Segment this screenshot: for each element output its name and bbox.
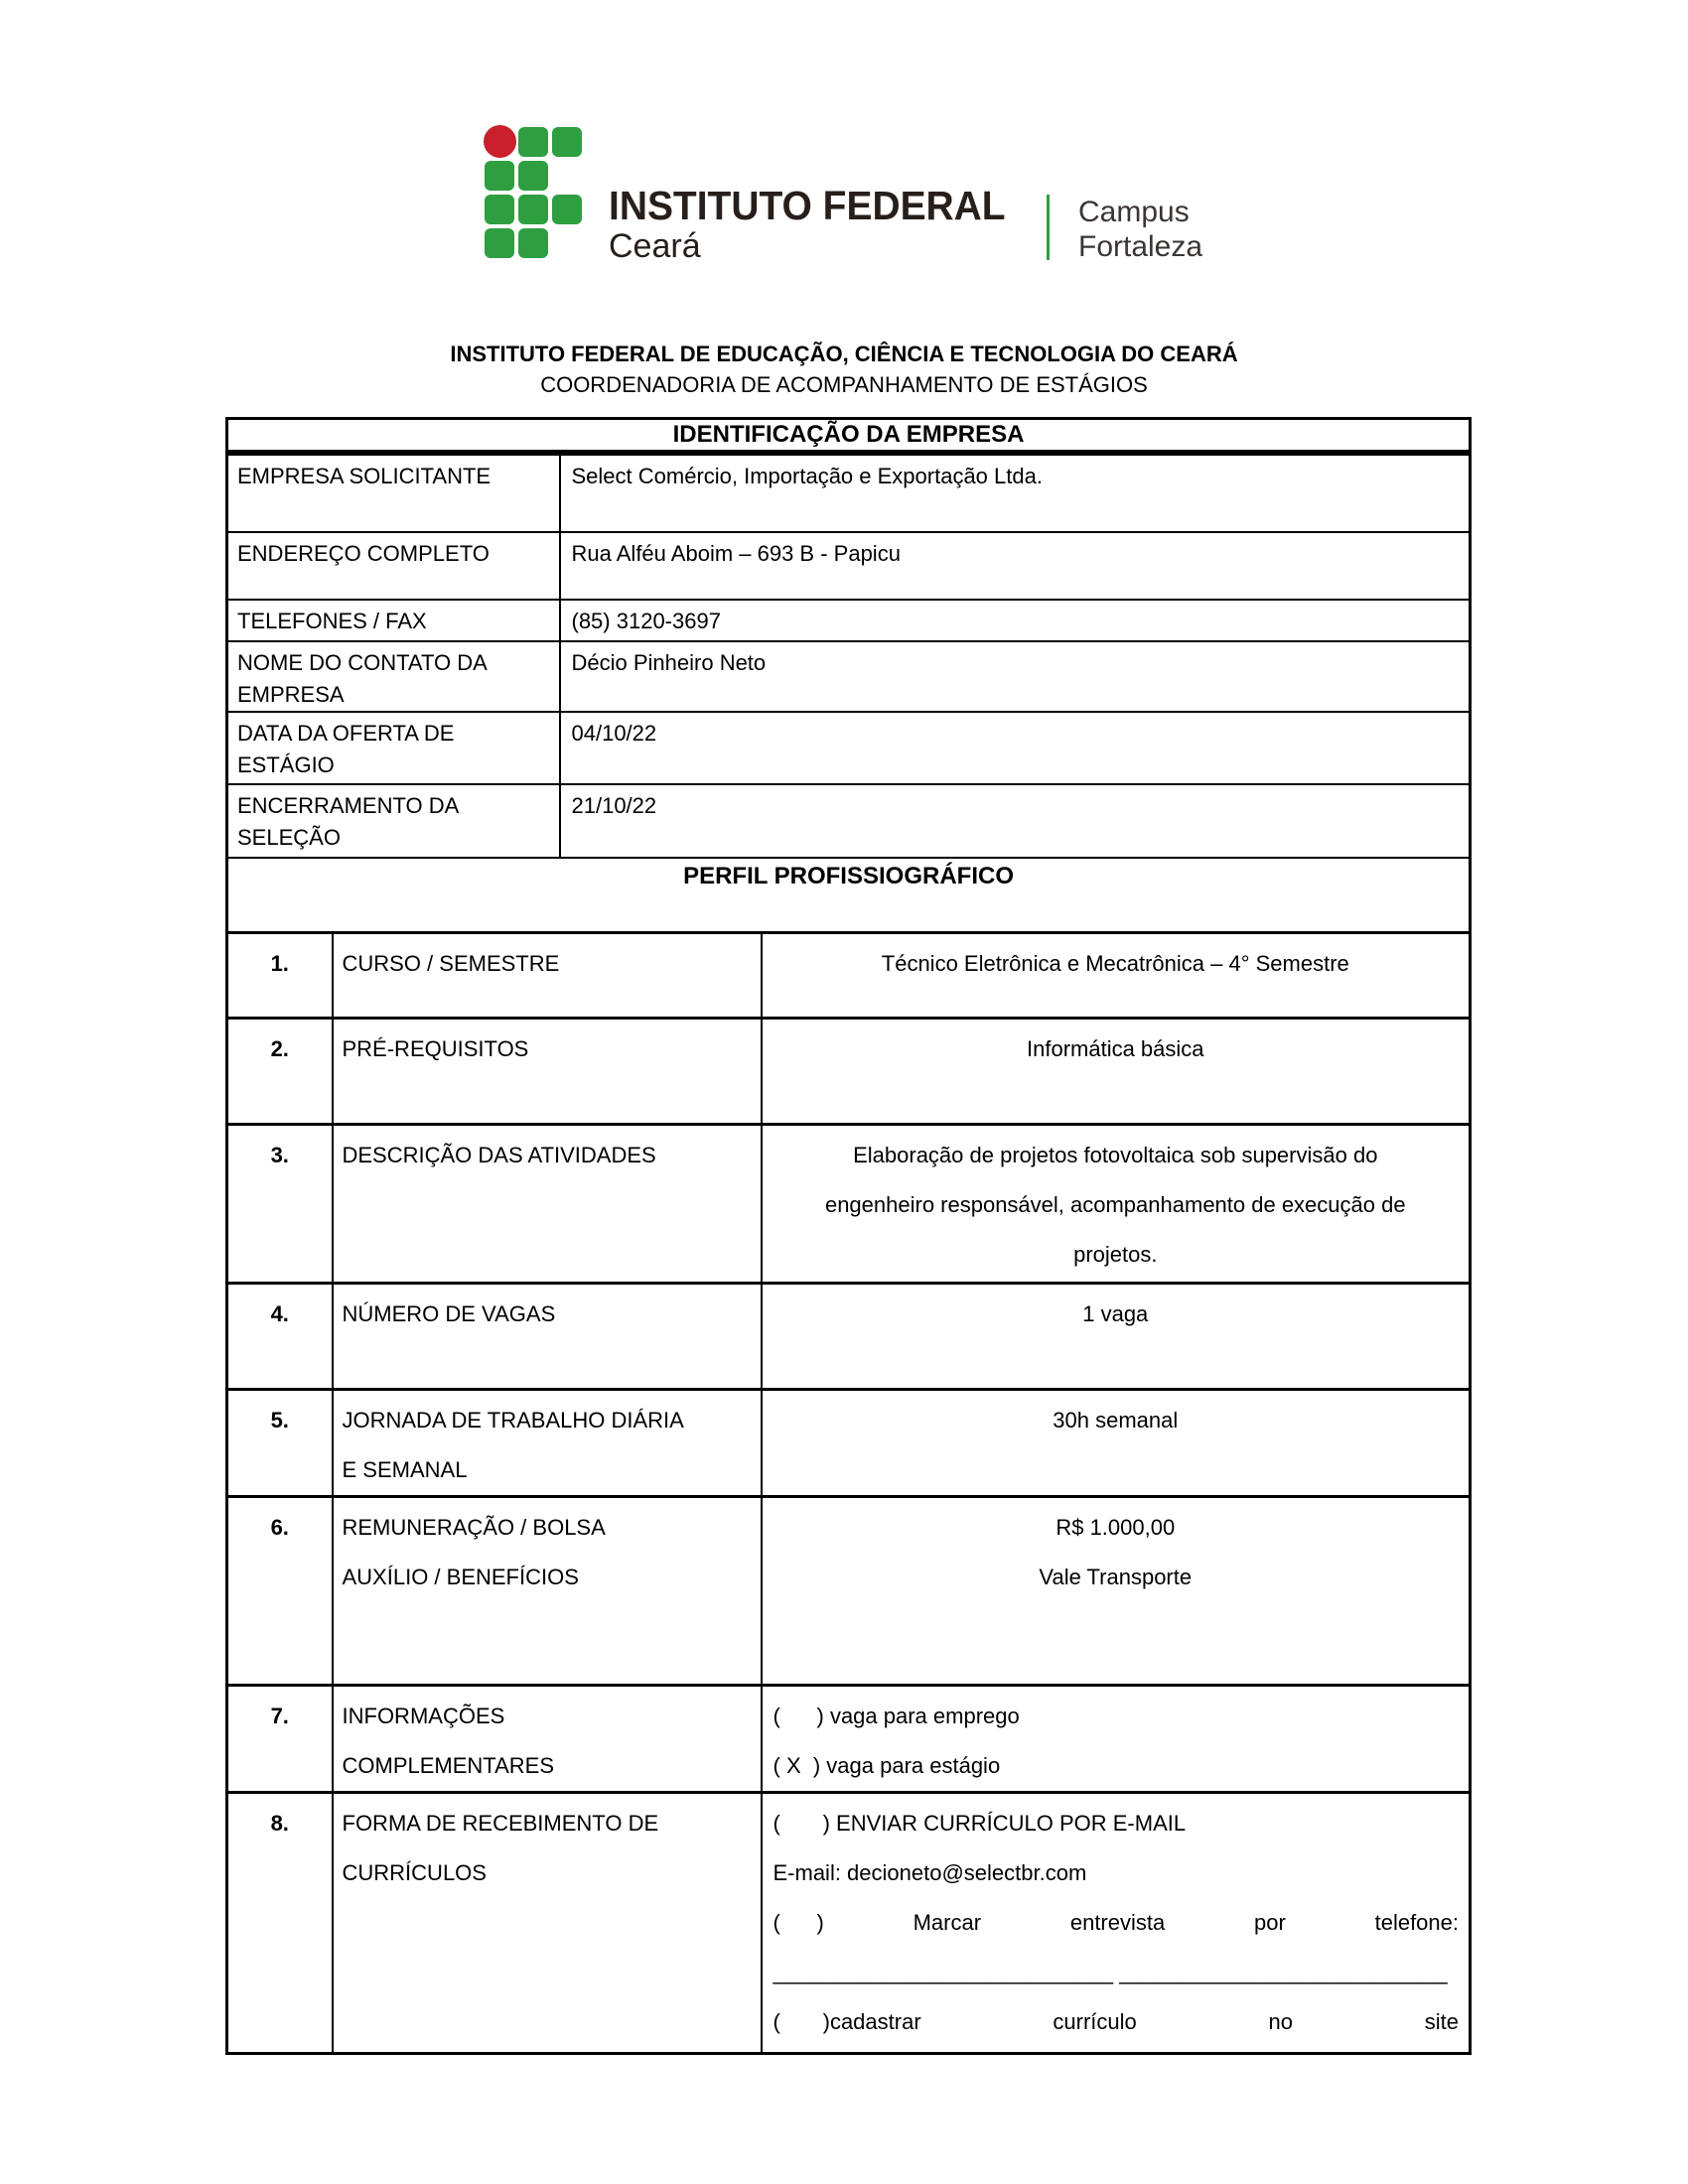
table-row	[227, 532, 1471, 600]
internship-offer-form-table	[225, 417, 1472, 2055]
field-value: (85) 3120-3697	[560, 600, 1471, 641]
table-row	[227, 641, 1471, 712]
if-logo-square-icon	[552, 127, 582, 157]
if-logo-square-icon	[518, 161, 548, 191]
section-header-perfil: PERFIL PROFISSIOGRÁFICO	[227, 858, 1471, 932]
blank-fill-line: ____________________________ ___________________________	[773, 1959, 1448, 1984]
if-logo-square-icon	[518, 228, 548, 258]
field-label: DATA DA OFERTA DE ESTÁGIO	[227, 712, 560, 784]
field-value: Informática básica	[762, 1018, 1471, 1124]
field-value	[762, 1685, 1471, 1792]
table-row	[227, 1496, 1471, 1685]
table-row	[227, 1792, 1471, 2053]
logo-brand-name: INSTITUTO FEDERAL	[609, 183, 1006, 228]
if-logo-grid-icon	[485, 127, 582, 258]
if-logo-square-icon	[552, 195, 582, 224]
if-logo-square-icon	[518, 195, 548, 224]
row-number: 5.	[227, 1389, 333, 1496]
section-header-row	[227, 419, 1471, 454]
table-row	[227, 1018, 1471, 1124]
document-titles	[0, 339, 1688, 400]
field-value: Técnico Eletrônica e Mecatrônica – 4° Semestre	[762, 932, 1471, 1018]
field-value	[762, 1792, 1471, 2053]
field-value: 30h semanal	[762, 1389, 1471, 1496]
row-number: 3.	[227, 1124, 333, 1283]
row-number: 7.	[227, 1685, 333, 1792]
logo-separator-line	[1047, 195, 1050, 260]
field-value: Elaboração de projetos fotovoltaica sob supervisão do engenheiro responsável, acompanhamento de execução de projetos.	[762, 1124, 1471, 1283]
checkbox-option-estagio: ( X ) vaga para estágio	[773, 1752, 1001, 1778]
field-label: EMPRESA SOLICITANTE	[227, 453, 560, 532]
campus-line2: Fortaleza	[1078, 230, 1203, 263]
table-row	[227, 784, 1471, 858]
row-number: 2.	[227, 1018, 333, 1124]
field-value: 1 vaga	[762, 1283, 1471, 1389]
field-value: 21/10/22	[560, 784, 1471, 858]
field-label: JORNADA DE TRABALHO DIÁRIA E SEMANAL	[333, 1389, 762, 1496]
checkbox-option-entrevista: ( ) Marcar entrevista por telefone:	[773, 1909, 1459, 1935]
row-number: 8.	[227, 1792, 333, 2053]
row-number: 1.	[227, 932, 333, 1018]
if-logo-spacer	[552, 161, 582, 191]
field-value: Décio Pinheiro Neto	[560, 641, 1471, 712]
field-label: TELEFONES / FAX	[227, 600, 560, 641]
checkbox-option-emprego: ( ) vaga para emprego	[773, 1703, 1020, 1728]
table-row	[227, 1389, 1471, 1496]
section-header-identificacao: IDENTIFICAÇÃO DA EMPRESA	[227, 419, 1471, 454]
field-label: INFORMAÇÕES COMPLEMENTARES	[333, 1685, 762, 1792]
table-row	[227, 712, 1471, 784]
field-value: 04/10/22	[560, 712, 1471, 784]
field-label: CURSO / SEMESTRE	[333, 932, 762, 1018]
if-logo-square-icon	[485, 195, 514, 224]
if-logo-square-icon	[485, 228, 514, 258]
table-row	[227, 600, 1471, 641]
field-label: PRÉ-REQUISITOS	[333, 1018, 762, 1124]
field-value: Rua Alféu Aboim – 693 B - Papicu	[560, 532, 1471, 600]
if-logo-square-icon	[485, 161, 514, 191]
field-label: DESCRIÇÃO DAS ATIVIDADES	[333, 1124, 762, 1283]
checkbox-option-site: ( )cadastrar currículo no site	[773, 2008, 1460, 2034]
field-label: NOME DO CONTATO DA EMPRESA	[227, 641, 560, 712]
if-logo-square-icon	[518, 127, 548, 157]
field-label: ENCERRAMENTO DA SELEÇÃO	[227, 784, 560, 858]
checkbox-option-email: ( ) ENVIAR CURRÍCULO POR E-MAIL	[773, 1810, 1187, 1836]
email-value: E-mail: decioneto@selectbr.com	[773, 1859, 1087, 1885]
campus-line1: Campus	[1078, 196, 1190, 228]
logo-wordmark	[609, 185, 1027, 266]
table-row	[227, 932, 1471, 1018]
logo-region: Ceará	[609, 227, 701, 265]
table-row	[227, 1124, 1471, 1283]
row-number: 6.	[227, 1496, 333, 1685]
field-value: Select Comércio, Importação e Exportação Ltda.	[560, 453, 1471, 532]
table-row	[227, 453, 1471, 532]
field-value: R$ 1.000,00 Vale Transporte	[762, 1496, 1471, 1685]
table-row	[227, 1283, 1471, 1389]
if-logo-red-dot-icon	[484, 125, 516, 158]
logo-campus-block	[1078, 195, 1202, 264]
section-header-row	[227, 858, 1471, 932]
row-number: 4.	[227, 1283, 333, 1389]
field-label: FORMA DE RECEBIMENTO DE CURRÍCULOS	[333, 1792, 762, 2053]
field-label: ENDEREÇO COMPLETO	[227, 532, 560, 600]
field-label: NÚMERO DE VAGAS	[333, 1283, 762, 1389]
document-title-line1: INSTITUTO FEDERAL DE EDUCAÇÃO, CIÊNCIA E TECNOLOGIA DO CEARÁ	[450, 341, 1238, 366]
field-label: REMUNERAÇÃO / BOLSA AUXÍLIO / BENEFÍCIOS	[333, 1496, 762, 1685]
table-row	[227, 1685, 1471, 1792]
document-title-line2: COORDENADORIA DE ACOMPANHAMENTO DE ESTÁGIOS	[540, 372, 1148, 397]
